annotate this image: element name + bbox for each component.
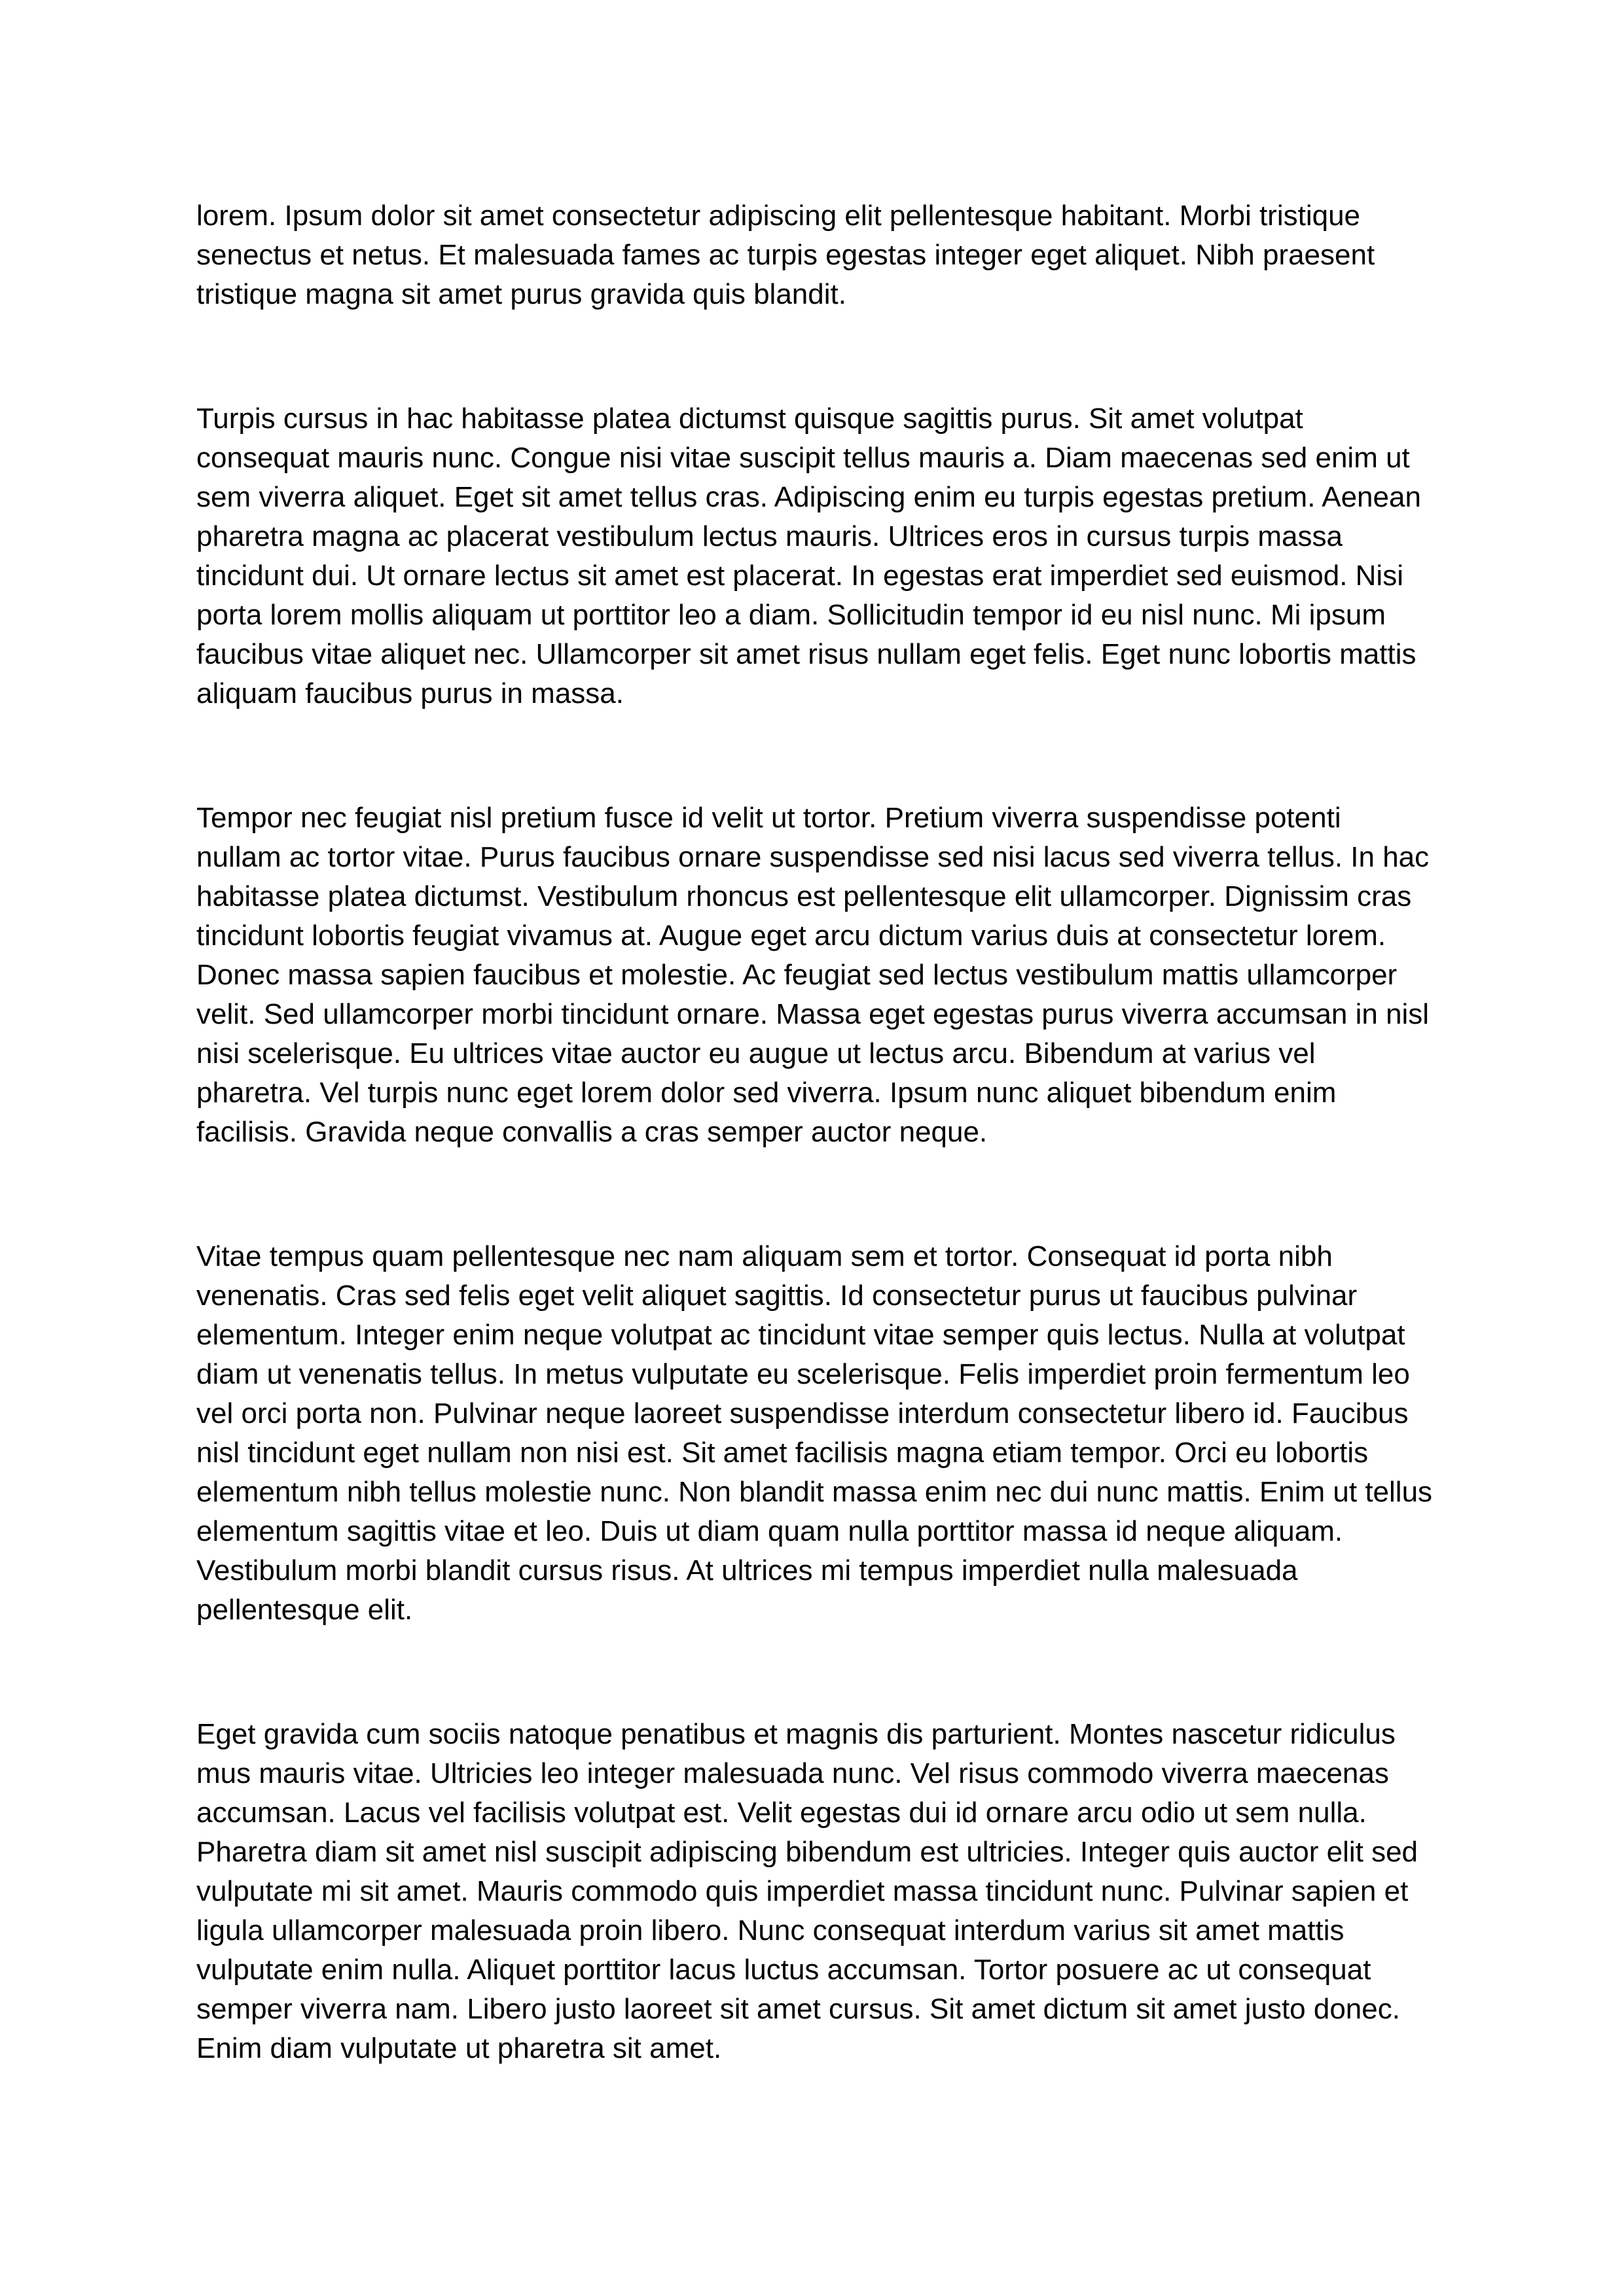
paragraph: lorem. Ipsum dolor sit amet consectetur adipiscing elit pellentesque habitant. Morbi tristique senectus et netus. Et malesuada fames ac turpis egestas integer eget aliquet. Nibh praesent tristique magna sit amet purus gravida quis blandit. (196, 200, 1375, 310)
paragraph: Tempor nec feugiat nisl pretium fusce id velit ut tortor. Pretium viverra suspendisse potenti nullam ac tortor vitae. Purus faucibus ornare suspendisse sed nisi lacus sed viverra tellus. In hac habitasse platea dictumst. Vestibulum rhoncus est pellentesque elit ullamcorper. Dignissim cras tincidunt lobortis feugiat vivamus at. Augue eget arcu dictum varius duis at consectetur lorem. Donec massa sapien faucibus et molestie. Ac feugiat sed lectus vestibulum mattis ullamcorper velit. Sed ullamcorper morbi tincidunt ornare. Massa eget egestas purus viverra accumsan in nisl nisi scelerisque. Eu ultrices vitae auctor eu augue ut lectus arcu. Bibendum at varius vel pharetra. Vel turpis nunc eget lorem dolor sed viverra. Ipsum nunc aliquet bibendum enim facilisis. Gravida neque convallis a cras semper auctor neque. (196, 802, 1430, 1148)
document-body-text (196, 196, 1434, 2068)
paragraph: Eget gravida cum sociis natoque penatibus et magnis dis parturient. Montes nascetur ridiculus mus mauris vitae. Ultricies leo integer malesuada nunc. Vel risus commodo viverra maecenas accumsan. Lacus vel facilisis volutpat est. Velit egestas dui id ornare arcu odio ut sem nulla. Pharetra diam sit amet nisl suscipit adipiscing bibendum est ultricies. Integer quis auctor elit sed vulputate mi sit amet. Mauris commodo quis imperdiet massa tincidunt nunc. Pulvinar sapien et ligula ullamcorper malesuada proin libero. Nunc consequat interdum varius sit amet mattis vulputate enim nulla. Aliquet porttitor lacus luctus accumsan. Tortor posuere ac ut consequat semper viverra nam. Libero justo laoreet sit amet cursus. Sit amet dictum sit amet justo donec. Enim diam vulputate ut pharetra sit amet. (196, 1718, 1418, 2064)
paragraph: Vitae tempus quam pellentesque nec nam aliquam sem et tortor. Consequat id porta nibh venenatis. Cras sed felis eget velit aliquet sagittis. Id consectetur purus ut faucibus pulvinar elementum. Integer enim neque volutpat ac tincidunt vitae semper quis lectus. Nulla at volutpat diam ut venenatis tellus. In metus vulputate eu scelerisque. Felis imperdiet proin fermentum leo vel orci porta non. Pulvinar neque laoreet suspendisse interdum consectetur libero id. Faucibus nisl tincidunt eget nullam non nisi est. Sit amet facilisis magna etiam tempor. Orci eu lobortis elementum nibh tellus molestie nunc. Non blandit massa enim nec dui nunc mattis. Enim ut tellus elementum sagittis vitae et leo. Duis ut diam quam nulla porttitor massa id neque aliquam. Vestibulum morbi blandit cursus risus. At ultrices mi tempus imperdiet nulla malesuada pellentesque elit. (196, 1240, 1433, 1626)
paragraph: Turpis cursus in hac habitasse platea dictumst quisque sagittis purus. Sit amet volutpat consequat mauris nunc. Congue nisi vitae suscipit tellus mauris a. Diam maecenas sed enim ut sem viverra aliquet. Eget sit amet tellus cras. Adipiscing enim eu turpis egestas pretium. Aenean pharetra magna ac placerat vestibulum lectus mauris. Ultrices eros in cursus turpis massa tincidunt dui. Ut ornare lectus sit amet est placerat. In egestas erat imperdiet sed euismod. Nisi porta lorem mollis aliquam ut porttitor leo a diam. Sollicitudin tempor id eu nisl nunc. Mi ipsum faucibus vitae aliquet nec. Ullamcorper sit amet risus nullam eget felis. Eget nunc lobortis mattis aliquam faucibus purus in massa. (196, 403, 1421, 709)
